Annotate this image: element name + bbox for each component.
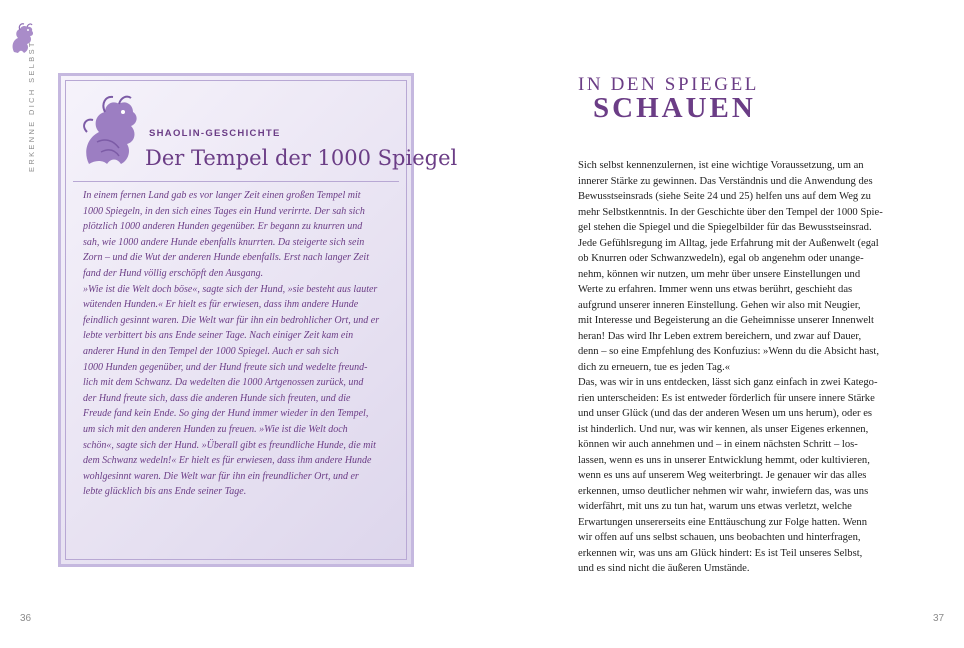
text-line: heran! Das wird Ihr Leben extrem bereichern, und zwar auf Dauer,: [578, 330, 862, 342]
text-line: Sich selbst kennenzulernen, ist eine wichtige Voraussetzung, um an: [578, 160, 864, 171]
text-line: schön«, sagte sich der Hund. »Überall gibt es freundliche Hunde, die mit: [83, 439, 376, 451]
text-line: innerer Stärke zu gewinnen. Das Verständnis und die Anwendung des: [578, 175, 873, 187]
text-line: Das, was wir in uns entdecken, lässt sich ganz einfach in zwei Katego-: [578, 377, 878, 388]
text-line: 1000 Hunden gegenüber, und der Hund freute sich und wedelte freund-: [83, 361, 368, 373]
text-line: und unser Glück (und das der anderen Wesen um uns herum), oder es: [578, 408, 873, 419]
text-line: wir offen auf uns selbst schauen, uns beobachten und hinterfragen,: [578, 532, 861, 543]
story-box: [58, 73, 458, 567]
text-line: »Wie ist die Welt doch böse«, sagte sich der Hund, »sie besteht aus lauter: [83, 283, 378, 295]
text-line: um sich mit den anderen Hunden zu freuen. »Wie ist die Welt doch: [83, 423, 348, 435]
text-line: erkennen, umso deutlicher nehmen wir wahr, inwiefern das, was uns: [578, 485, 869, 497]
text-line: lebte glücklich bis ans Ende seiner Tage.: [83, 486, 247, 498]
text-line: wütenden Hunden.« Er hielt es für erwiesen, dass ihm andere Hunde: [83, 299, 359, 311]
text-line: mit Interesse und Begeisterung an die Geheimnisse unserer Innenwelt: [578, 315, 874, 326]
section-side-label: ERKENNE DICH SELBST: [27, 40, 36, 172]
text-line: ob Knurren oder Schwanzwedeln), egal ob angenehm oder unange-: [578, 253, 864, 264]
text-line: lassen, wenn es uns in unserer Entwicklung hemmt, oder kultivieren,: [578, 454, 870, 466]
text-line: feindlich gesinnt waren. Die Welt war für ihn ein bedrohlicher Ort, und er: [83, 314, 380, 326]
text-line: rien unterscheiden: Es ist entweder förderlich für unsere innere Stärke: [578, 392, 875, 404]
text-line: sah, wie 1000 andere Hunde ebenfalls knurrten. Da steigerte sich sein: [83, 236, 365, 248]
text-line: und es sind nicht die äußeren Umstände.: [578, 563, 750, 574]
text-line: In einem fernen Land gab es vor langer Zeit einen großen Tempel mit: [83, 190, 361, 201]
text-line: anderer Hund in den Tempel der 1000 Spiegel. Auch er sah sich: [83, 345, 339, 357]
text-line: aufgrund unserer inneren Einstellung. Gehen wir also mit Neugier,: [578, 299, 861, 311]
text-line: plötzlich 1000 anderen Hunden gegenüber. Er begann zu knurren und: [83, 221, 363, 233]
text-line: fand der Hund völlig erschöpft den Ausgang.: [83, 267, 264, 279]
text-line: wohlgesinnt waren. Die Welt war für ihn ein freundlicher Ort, und er: [83, 470, 359, 482]
story-title: Der Tempel der 1000 Spiegel: [145, 146, 458, 170]
text-line: Zorn – und die Wut der anderen Hunde ebenfalls. Erst nach langer Zeit: [83, 252, 369, 264]
dragon-icon: [79, 92, 143, 170]
text-line: Bewusstseinsrads (siehe Seite 24 und 25) helfen uns auf dem Weg zu: [578, 191, 871, 202]
text-line: Freude fand kein Ende. So ging der Hund immer wieder in den Tempel,: [83, 408, 369, 420]
text-line: erkennen wir, was uns am Glück hindert: Es ist Teil unseres Selbst,: [578, 547, 863, 559]
text-line: Jede Gefühlsregung im Alltag, jede Erfahrung mit der Außenwelt (egal: [578, 237, 879, 249]
text-line: dich zu erneuern, tue es jeden Tag.«: [578, 361, 731, 373]
text-line: nehm, können wir nutzen, um mehr über unsere Einstellungen und: [578, 268, 861, 280]
body-text: [578, 158, 898, 577]
text-line: lich mit dem Schwanz. Da wedelten die 1000 Artgenossen zurück, und: [83, 377, 364, 389]
page-number-right: 37: [933, 613, 945, 624]
story-text: [83, 188, 393, 500]
text-line: gel stehen die Spiegel und die Spiegelbilder für das Bewusstseinsrad.: [578, 222, 872, 233]
heading-small: IN DEN SPIEGEL: [578, 74, 759, 95]
text-line: ist hinderlich. Und nur, was wir kennen, als unser Eigenes erkennen,: [578, 423, 869, 435]
story-kicker: SHAOLIN-GESCHICHTE: [149, 128, 281, 139]
text-line: denn – so eine Empfehlung des Konfuzius: »Wenn du die Absicht hast,: [578, 346, 880, 357]
text-line: dem Schwanz wedeln!« Er hielt es für erwiesen, dass ihm andere Hunde: [83, 455, 372, 467]
text-line: Erwartungen unsererseits eine Enttäuschung zur Folge hatten. Wenn: [578, 516, 868, 528]
text-line: 1000 Spiegeln, in den sich eines Tages ein Hund verirrte. Der sah sich: [83, 205, 365, 217]
text-line: Werte zu erfahren. Immer wenn uns etwas berührt, geschieht das: [578, 284, 853, 295]
text-line: wenn es uns auf unserem Weg weiterbringt. Je genauer wir das alles: [578, 470, 867, 481]
text-line: können wir auch annehmen und – in einem nächsten Schritt – los-: [578, 439, 858, 450]
text-line: der Hund freute sich, dass die anderen Hunde sich freuten, und die: [83, 392, 351, 404]
divider: [73, 181, 399, 182]
text-line: mehr Selbstkenntnis. In der Geschichte über den Tempel der 1000 Spie-: [578, 206, 883, 218]
text-line: lebte verbittert bis ans Ende seiner Tage. Nach einiger Zeit kam ein: [83, 330, 354, 342]
page-number-left: 36: [20, 613, 32, 624]
text-line: widerfährt, mit uns zu tun hat, warum uns etwas verletzt, welche: [578, 501, 852, 512]
heading-big: SCHAUEN: [593, 92, 756, 124]
